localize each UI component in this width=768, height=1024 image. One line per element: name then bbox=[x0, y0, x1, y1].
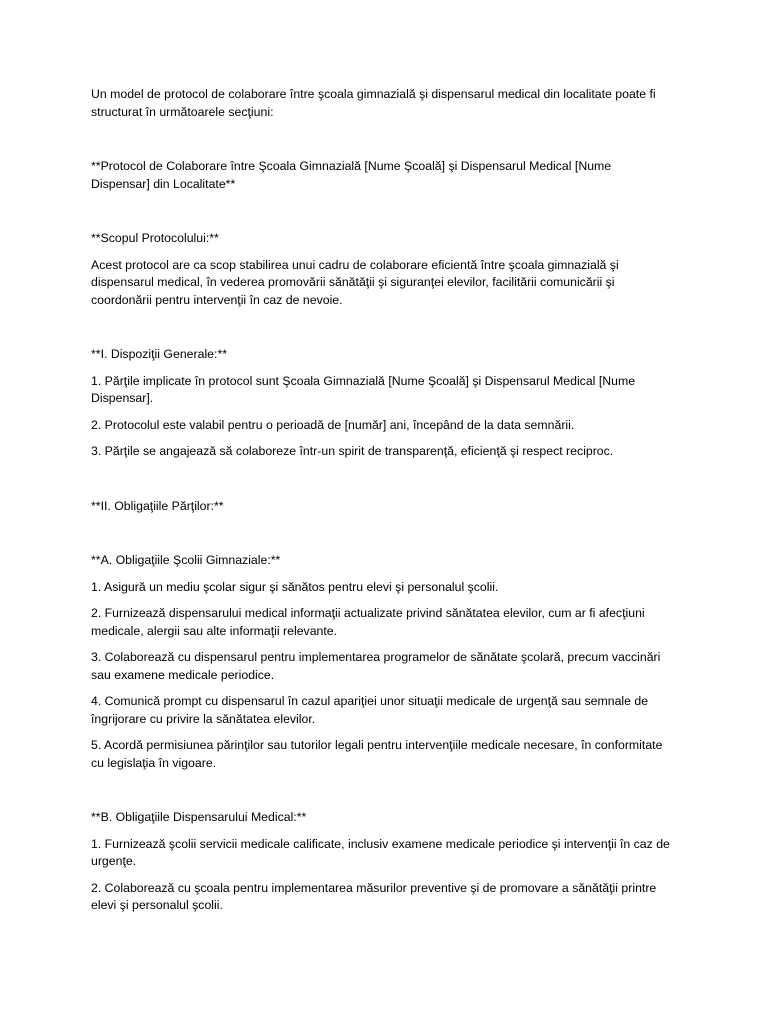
document-title: **Protocol de Colaborare între Şcoala Gimnazială [Nume Şcoală] şi Dispensarul Medical [Nume Dispensar] din Localitate** bbox=[91, 159, 612, 191]
obligations-heading: **II. Obligaţiile Părţilor:** bbox=[91, 498, 224, 513]
scope-heading: **Scopul Protocolului:** bbox=[91, 231, 219, 245]
school-item-2: 2. Furnizează dispensarului medical informaţii actualizate privind sănătatea elevilor, cum ar fi afecţiuni medicale, alergii sau alte informaţii relevante. bbox=[91, 606, 645, 638]
scope-paragraph: Acest protocol are ca scop stabilirea unui cadru de colaborare eficientă între şcoala gimnazială şi dispensarul medical, în vederea promovării sănătăţii şi siguranţei elevilor, facilitării comunicării şi coordonării pentru intervenţii în caz de nevoie. bbox=[91, 257, 619, 307]
school-obligations-heading: **A. Obligaţiile Şcolii Gimnaziale:** bbox=[91, 553, 281, 567]
general-item-1: 1. Părţile implicate în protocol sunt Şcoala Gimnazială [Nume Şcoală] şi Dispensarul Medical [Nume Dispensar]. bbox=[91, 373, 636, 405]
dispensary-obligations-heading: **B. Obligaţiile Dispensarului Medical:** bbox=[91, 810, 307, 824]
general-item-3: 3. Părţile se angajează să colaboreze într-un spirit de transparenţă, eficienţă şi respect reciproc. bbox=[91, 444, 614, 458]
dispensary-item-2: 2. Colaborează cu şcoala pentru implementarea măsurilor preventive şi de promovare a sănătăţii printre elevi şi personalul şcolii. bbox=[91, 880, 657, 912]
school-item-1: 1. Asigură un mediu şcolar sigur şi sănătos pentru elevi şi personalul şcolii. bbox=[91, 579, 499, 594]
school-item-3: 3. Colaborează cu dispensarul pentru implementarea programelor de sănătate şcolară, precum vaccinări sau examene medicale periodice. bbox=[91, 650, 661, 682]
intro-paragraph: Un model de protocol de colaborare între şcoala gimnazială şi dispensarul medical din localitate poate fi structurat în următoarele secţiuni: bbox=[91, 87, 656, 119]
document-page bbox=[91, 86, 671, 924]
general-item-2: 2. Protocolul este valabil pentru o perioadă de [număr] ani, începând de la data semnării. bbox=[91, 417, 575, 432]
dispensary-item-1: 1. Furnizează şcolii servicii medicale calificate, inclusiv examene medicale periodice şi intervenţii în caz de urgenţe. bbox=[91, 836, 670, 868]
school-item-5: 5. Acordă permisiunea părinţilor sau tutorilor legali pentru intervenţiile medicale necesare, în conformitate cu legislaţia în vigoare. bbox=[91, 738, 663, 770]
school-item-4: 4. Comunică prompt cu dispensarul în cazul apariţiei unor situaţii medicale de urgenţă sau semnale de îngrijorare cu privire la sănătatea elevilor. bbox=[91, 694, 649, 726]
general-heading: **I. Dispoziţii Generale:** bbox=[91, 347, 228, 361]
